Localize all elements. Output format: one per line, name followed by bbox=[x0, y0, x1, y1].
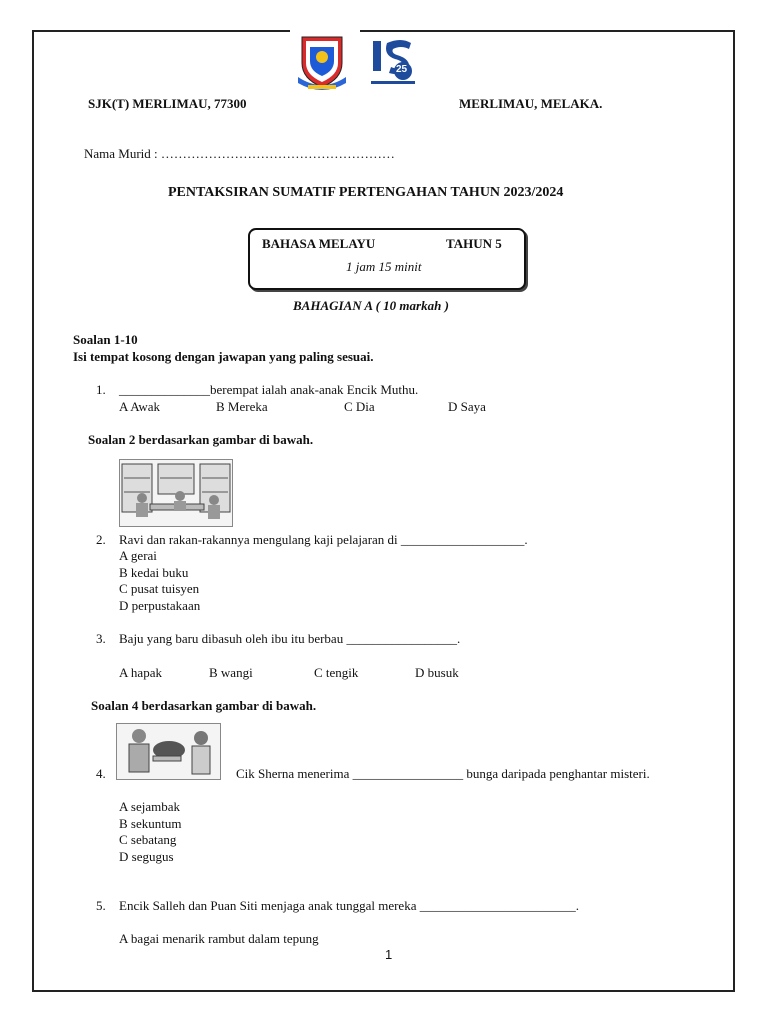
options-list bbox=[119, 548, 200, 614]
question-number: 4. bbox=[96, 766, 106, 781]
school-name: SJK(T) MERLIMAU, 77300 bbox=[88, 96, 247, 111]
school-location: MERLIMAU, MELAKA. bbox=[459, 96, 603, 111]
option-a: A Awak bbox=[119, 399, 161, 414]
option-d: D perpustakaan bbox=[119, 597, 201, 613]
question-intro: Soalan 4 berdasarkan gambar di bawah. bbox=[91, 698, 317, 713]
logo-25-number: 25 bbox=[396, 64, 408, 75]
option-d: D Saya bbox=[448, 399, 486, 414]
library-illustration bbox=[119, 459, 233, 527]
exam-title: PENTAKSIRAN SUMATIF PERTENGAHAN TAHUN 2023/2024 bbox=[168, 185, 564, 200]
question-number: 2. bbox=[96, 532, 106, 547]
option-c: C tengik bbox=[314, 665, 359, 680]
option-a: A sejambak bbox=[119, 799, 181, 814]
option-c: C pusat tuisyen bbox=[119, 581, 200, 596]
page-number: 1 bbox=[385, 947, 393, 962]
question-text: Cik Sherna menerima _________________ bunga daripada penghantar misteri. bbox=[236, 766, 650, 781]
option-b: B wangi bbox=[209, 665, 253, 680]
question-text: Encik Salleh dan Puan Siti menjaga anak tunggal mereka ________________________. bbox=[119, 898, 579, 913]
question-text: Ravi dan rakan-rakannya mengulang kaji pelajaran di ___________________. bbox=[119, 532, 528, 547]
question-text: Baju yang baru dibasuh oleh ibu itu berbau _________________. bbox=[119, 631, 461, 646]
questions-range: Soalan 1-10 bbox=[73, 332, 138, 347]
options-list bbox=[119, 799, 181, 865]
option-d: D busuk bbox=[415, 665, 459, 680]
question-intro: Soalan 2 berdasarkan gambar di bawah. bbox=[88, 432, 314, 447]
question-text: ______________berempat ialah anak-anak Encik Muthu. bbox=[119, 382, 419, 397]
subject-name: BAHASA MELAYU bbox=[262, 236, 376, 251]
flower-delivery-illustration bbox=[116, 723, 221, 780]
student-name-field: Nama Murid : ……………………………………………… bbox=[84, 146, 395, 161]
option-b: B sekuntum bbox=[119, 815, 182, 831]
school-crest-logo bbox=[296, 33, 348, 91]
section-title: BAHAGIAN A ( 10 markah ) bbox=[293, 298, 449, 313]
question-number: 1. bbox=[96, 382, 106, 397]
question-number: 3. bbox=[96, 631, 106, 646]
option-b: B Mereka bbox=[216, 399, 268, 414]
instruction: Isi tempat kosong dengan jawapan yang paling sesuai. bbox=[73, 349, 374, 364]
year-label: TAHUN 5 bbox=[446, 236, 502, 251]
option-c: C sebatang bbox=[119, 832, 177, 847]
duration: 1 jam 15 minit bbox=[346, 259, 422, 274]
option-c: C Dia bbox=[344, 399, 375, 414]
option-d: D segugus bbox=[119, 848, 174, 864]
option-a: A gerai bbox=[119, 548, 157, 563]
anniversary-logo bbox=[367, 35, 419, 89]
option-b: B kedai buku bbox=[119, 564, 189, 580]
option-a: A hapak bbox=[119, 665, 162, 680]
question-number: 5. bbox=[96, 898, 106, 913]
option-a: A bagai menarik rambut dalam tepung bbox=[119, 931, 319, 946]
